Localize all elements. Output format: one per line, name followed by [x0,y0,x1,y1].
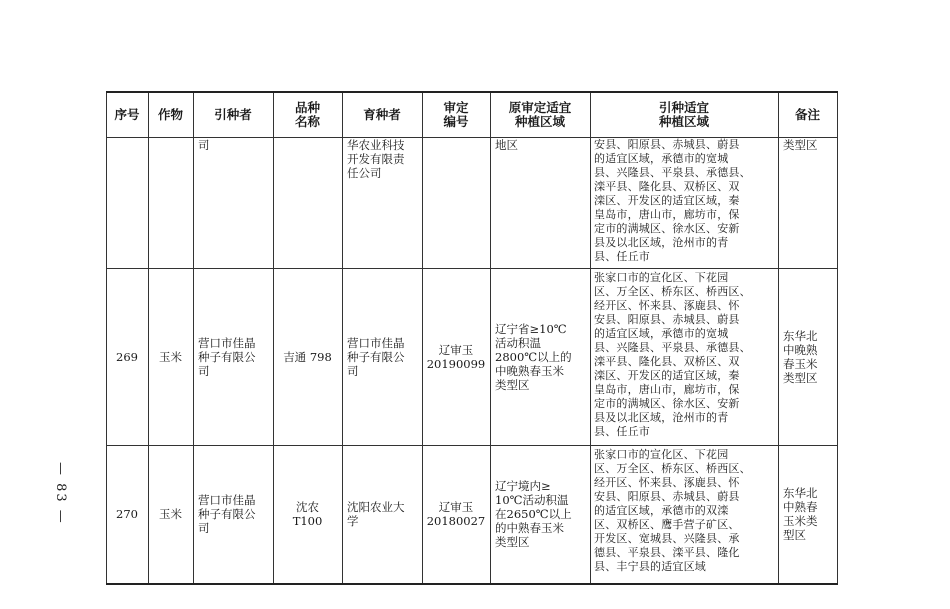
page-number: — 83 — [53,462,68,525]
header-variety-name: 品种 名称 [294,100,320,129]
header-crop: 作物 [157,107,183,122]
header-remarks: 备注 [794,107,820,122]
cell-introduced-region: 张家口市的宣化区、下花园 区、万全区、桥东区、桥西区、 经开区、怀来县、涿鹿县、怀 安县、阳原县、赤城县、蔚县 的适宜区域，承德市的宽城 县、兴隆县、平泉县、承德县、 滦平县、隆化县、双桥区、双 滦区、开发区的适宜区域，秦 皇岛市，唐山市，廊坊市，保 定市的满城区、徐水区、安新 县及以北区域，沧州市的青 县、任丘市 [594,271,751,438]
cell-introduced-region: 安县、阳原县、赤城县、蔚县 的适宜区域，承德市的宽城 县、兴隆县、平泉县、承德县、 滦平县、隆化县、双桥区、双 滦区、开发区的适宜区域，秦 皇岛市，唐山市，廊坊市，保 定市的满城区、徐水区、安新 县及以北区域，沧州市的青 县、任丘市 [594,138,751,263]
cell-approval-number [422,269,490,445]
cell-approval-number [422,446,490,581]
serial-no-text: 269 [116,350,138,364]
cell-remarks [783,446,836,581]
cell-breeder [347,269,421,445]
cell-breeder: 华农业科技 开发有限责 任公司 [347,138,405,180]
header-approval-number: 审定 编号 [443,100,469,129]
introducer-text: 营口市佳晶 种子有限公 司 [198,336,256,378]
column-divider [193,93,194,583]
cell-original-region [495,269,589,445]
cell-remarks: 类型区 [783,138,818,152]
cell-introducer [198,446,272,581]
column-divider [342,93,343,583]
column-divider [778,93,779,583]
cell-serial-no [106,269,148,445]
column-divider [590,93,591,583]
cell-variety-name [273,446,342,581]
approval-text: 辽审玉 20180027 [426,499,486,528]
crop-text: 玉米 [159,506,182,521]
original-region-text: 辽宁省≥10℃ 活动积温 2800℃以上的 中晚熟春玉米 类型区 [495,322,572,392]
cell-variety-name [273,269,342,445]
cell-remarks [783,269,836,445]
cell-introduced-region: 张家口市的宣化区、下花园 区、万全区、桥东区、桥西区、 经开区、怀来县、涿鹿县、怀 安县、阳原县、赤城县、蔚县 的适宜区域，承德市的双滦 区、双桥区、鹰手营子矿区、 开发区、宽城县、兴隆县、承 德县、平泉县、滦平县、隆化 县、丰宁县的适宜区域 [594,448,751,573]
cell-serial-no [106,446,148,581]
introducer-text: 营口市佳晶 种子有限公 司 [198,492,256,535]
cell-original-region [495,446,589,581]
breeder-text: 沈阳农业大 学 [347,499,405,528]
table-border [837,93,838,583]
seed-variety-table [106,91,838,585]
header-serial-no: 序号 [114,107,140,122]
cell-original-region: 地区 [495,138,518,152]
crop-text: 玉米 [159,350,182,364]
header-breeder: 育种者 [363,107,401,122]
original-region-text: 辽宁境内≥ 10℃活动积温 在2650℃以上 的中熟春玉米 类型区 [495,478,572,549]
remarks-text: 东华北 中晚熟 春玉米 类型区 [783,329,818,385]
variety-text: 沈农 T100 [292,499,323,528]
cell-introducer: 司 [198,138,210,152]
header-introducer: 引种者 [214,107,252,122]
column-divider [490,93,491,583]
breeder-text: 营口市佳晶 种子有限公 司 [347,336,405,378]
cell-crop [148,446,193,581]
variety-text: 吉通 798 [283,350,332,364]
header-original-region: 原审定适宜 种植区域 [508,100,572,129]
serial-no-text: 270 [116,506,138,521]
cell-introducer [198,269,272,445]
approval-text: 辽审玉 20190099 [426,343,486,371]
cell-crop [148,269,193,445]
remarks-text: 东华北 中熟春 玉米类 型区 [783,485,818,542]
cell-breeder [347,446,421,581]
header-introduced-region: 引种适宜 种植区域 [658,100,709,129]
